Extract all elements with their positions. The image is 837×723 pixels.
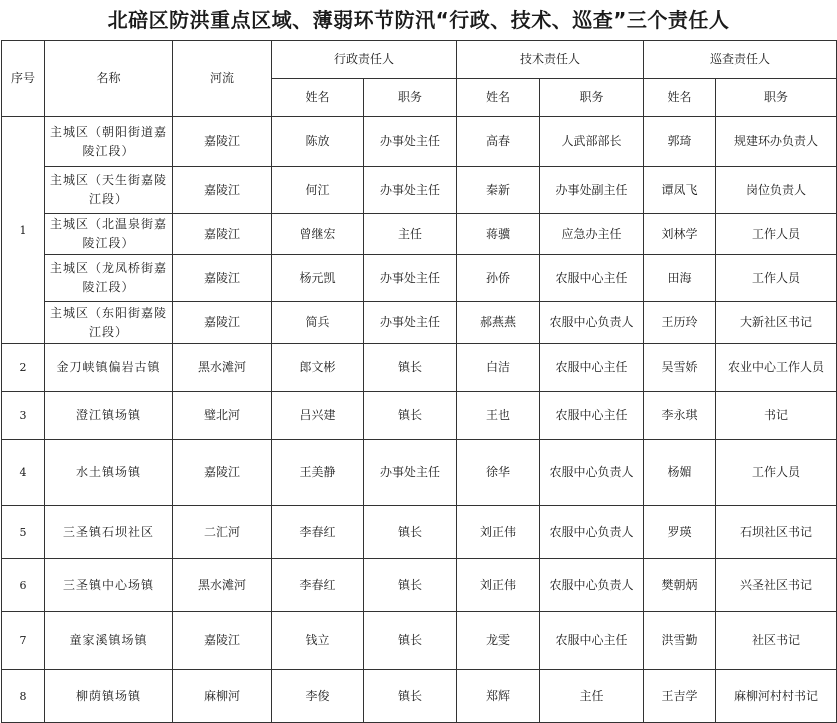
river-cell: 嘉陵江 bbox=[173, 302, 272, 344]
seq-cell: 2 bbox=[2, 344, 45, 392]
table-row bbox=[2, 612, 837, 670]
admin-position-cell: 主任 bbox=[364, 214, 457, 255]
table-row bbox=[2, 167, 837, 214]
header-admin-position: 职务 bbox=[364, 79, 457, 117]
table-row bbox=[2, 214, 837, 255]
header-admin-person: 姓名 bbox=[272, 79, 364, 117]
tech-position-cell: 农服中心负责人 bbox=[540, 506, 644, 559]
patrol-position-cell: 岗位负责人 bbox=[716, 167, 837, 214]
tech-name-cell: 孙侨 bbox=[457, 255, 540, 302]
admin-name-cell: 杨元凯 bbox=[272, 255, 364, 302]
tech-position-cell: 农服中心主任 bbox=[540, 344, 644, 392]
patrol-position-cell: 农业中心工作人员 bbox=[716, 344, 837, 392]
seq-cell: 5 bbox=[2, 506, 45, 559]
tech-name-cell: 郑辉 bbox=[457, 670, 540, 723]
tech-position-cell: 农服中心负责人 bbox=[540, 440, 644, 506]
document-title: 北碚区防洪重点区域、薄弱环节防汛“行政、技术、巡查”三个责任人 bbox=[107, 8, 730, 32]
header-patrol-person: 姓名 bbox=[644, 79, 716, 117]
seq-cell: 6 bbox=[2, 559, 45, 612]
admin-position-cell: 镇长 bbox=[364, 344, 457, 392]
patrol-name-cell: 李永琪 bbox=[644, 392, 716, 440]
river-cell: 黑水滩河 bbox=[173, 559, 272, 612]
header-patrol-position: 职务 bbox=[716, 79, 837, 117]
admin-position-cell: 办事处主任 bbox=[364, 167, 457, 214]
tech-position-cell: 人武部部长 bbox=[540, 117, 644, 167]
header-tech-position: 职务 bbox=[540, 79, 644, 117]
river-cell: 嘉陵江 bbox=[173, 214, 272, 255]
name-cell: 主城区（北温泉街嘉陵江段） bbox=[45, 214, 173, 255]
patrol-position-cell: 工作人员 bbox=[716, 440, 837, 506]
name-cell: 主城区（东阳街嘉陵江段） bbox=[45, 302, 173, 344]
responsibility-table bbox=[1, 40, 837, 723]
admin-position-cell: 镇长 bbox=[364, 506, 457, 559]
patrol-name-cell: 王吉学 bbox=[644, 670, 716, 723]
patrol-name-cell: 田海 bbox=[644, 255, 716, 302]
patrol-position-cell: 规建环办负责人 bbox=[716, 117, 837, 167]
name-cell: 三圣镇中心场镇 bbox=[45, 559, 173, 612]
header-row-1 bbox=[2, 41, 837, 79]
tech-name-cell: 秦新 bbox=[457, 167, 540, 214]
tech-position-cell: 农服中心负责人 bbox=[540, 559, 644, 612]
seq-cell: 7 bbox=[2, 612, 45, 670]
admin-position-cell: 办事处主任 bbox=[364, 117, 457, 167]
patrol-name-cell: 吴雪娇 bbox=[644, 344, 716, 392]
admin-name-cell: 吕兴建 bbox=[272, 392, 364, 440]
admin-position-cell: 镇长 bbox=[364, 670, 457, 723]
patrol-position-cell: 工作人员 bbox=[716, 214, 837, 255]
river-cell: 嘉陵江 bbox=[173, 167, 272, 214]
river-cell: 嘉陵江 bbox=[173, 255, 272, 302]
tech-name-cell: 刘正伟 bbox=[457, 506, 540, 559]
patrol-position-cell: 大新社区书记 bbox=[716, 302, 837, 344]
tech-position-cell: 主任 bbox=[540, 670, 644, 723]
tech-position-cell: 农服中心主任 bbox=[540, 392, 644, 440]
table-row bbox=[2, 344, 837, 392]
river-cell: 嘉陵江 bbox=[173, 117, 272, 167]
patrol-name-cell: 刘林学 bbox=[644, 214, 716, 255]
tech-name-cell: 王也 bbox=[457, 392, 540, 440]
name-cell: 柳荫镇场镇 bbox=[45, 670, 173, 723]
patrol-position-cell: 兴圣社区书记 bbox=[716, 559, 837, 612]
patrol-position-cell: 社区书记 bbox=[716, 612, 837, 670]
header-river: 河流 bbox=[173, 41, 272, 117]
patrol-position-cell: 石坝社区书记 bbox=[716, 506, 837, 559]
admin-position-cell: 办事处主任 bbox=[364, 302, 457, 344]
admin-name-cell: 李春红 bbox=[272, 559, 364, 612]
admin-position-cell: 办事处主任 bbox=[364, 255, 457, 302]
table-row bbox=[2, 506, 837, 559]
name-cell: 主城区（龙凤桥街嘉陵江段） bbox=[45, 255, 173, 302]
seq-cell: 8 bbox=[2, 670, 45, 723]
admin-position-cell: 办事处主任 bbox=[364, 440, 457, 506]
header-name: 名称 bbox=[45, 41, 173, 117]
seq-cell: 4 bbox=[2, 440, 45, 506]
patrol-position-cell: 工作人员 bbox=[716, 255, 837, 302]
admin-name-cell: 钱立 bbox=[272, 612, 364, 670]
patrol-name-cell: 谭凤飞 bbox=[644, 167, 716, 214]
header-patrol: 巡查责任人 bbox=[644, 41, 837, 79]
tech-position-cell: 应急办主任 bbox=[540, 214, 644, 255]
tech-position-cell: 办事处副主任 bbox=[540, 167, 644, 214]
admin-name-cell: 何江 bbox=[272, 167, 364, 214]
table-row bbox=[2, 392, 837, 440]
table-row bbox=[2, 440, 837, 506]
river-cell: 二汇河 bbox=[173, 506, 272, 559]
tech-name-cell: 白洁 bbox=[457, 344, 540, 392]
tech-position-cell: 农服中心负责人 bbox=[540, 302, 644, 344]
admin-name-cell: 李春红 bbox=[272, 506, 364, 559]
patrol-name-cell: 罗瑛 bbox=[644, 506, 716, 559]
seq-cell: 1 bbox=[2, 117, 45, 344]
river-cell: 嘉陵江 bbox=[173, 440, 272, 506]
patrol-name-cell: 樊朝炳 bbox=[644, 559, 716, 612]
table-row bbox=[2, 670, 837, 723]
header-tech: 技术责任人 bbox=[457, 41, 644, 79]
admin-name-cell: 陈放 bbox=[272, 117, 364, 167]
admin-position-cell: 镇长 bbox=[364, 392, 457, 440]
river-cell: 黑水滩河 bbox=[173, 344, 272, 392]
header-admin: 行政责任人 bbox=[272, 41, 457, 79]
river-cell: 嘉陵江 bbox=[173, 612, 272, 670]
admin-name-cell: 李俊 bbox=[272, 670, 364, 723]
patrol-name-cell: 王历玲 bbox=[644, 302, 716, 344]
tech-name-cell: 龙雯 bbox=[457, 612, 540, 670]
admin-position-cell: 镇长 bbox=[364, 559, 457, 612]
patrol-name-cell: 郭琦 bbox=[644, 117, 716, 167]
tech-position-cell: 农服中心主任 bbox=[540, 255, 644, 302]
header-seq: 序号 bbox=[2, 41, 45, 117]
tech-name-cell: 刘正伟 bbox=[457, 559, 540, 612]
tech-name-cell: 郝燕燕 bbox=[457, 302, 540, 344]
name-cell: 澄江镇场镇 bbox=[45, 392, 173, 440]
table-row bbox=[2, 117, 837, 167]
name-cell: 主城区（天生街嘉陵江段） bbox=[45, 167, 173, 214]
admin-position-cell: 镇长 bbox=[364, 612, 457, 670]
patrol-name-cell: 杨媚 bbox=[644, 440, 716, 506]
name-cell: 童家溪镇场镇 bbox=[45, 612, 173, 670]
patrol-name-cell: 洪雪勤 bbox=[644, 612, 716, 670]
table-row bbox=[2, 302, 837, 344]
name-cell: 金刀峡镇偏岩古镇 bbox=[45, 344, 173, 392]
seq-cell: 3 bbox=[2, 392, 45, 440]
name-cell: 水土镇场镇 bbox=[45, 440, 173, 506]
river-cell: 璧北河 bbox=[173, 392, 272, 440]
patrol-position-cell: 书记 bbox=[716, 392, 837, 440]
tech-name-cell: 高春 bbox=[457, 117, 540, 167]
patrol-position-cell: 麻柳河村村书记 bbox=[716, 670, 837, 723]
river-cell: 麻柳河 bbox=[173, 670, 272, 723]
tech-position-cell: 农服中心主任 bbox=[540, 612, 644, 670]
table-row bbox=[2, 559, 837, 612]
admin-name-cell: 简兵 bbox=[272, 302, 364, 344]
table-row bbox=[2, 255, 837, 302]
admin-name-cell: 曾继宏 bbox=[272, 214, 364, 255]
table-body bbox=[2, 117, 837, 723]
header-tech-person: 姓名 bbox=[457, 79, 540, 117]
name-cell: 主城区（朝阳街道嘉陵江段） bbox=[45, 117, 173, 167]
tech-name-cell: 蒋骥 bbox=[457, 214, 540, 255]
admin-name-cell: 郎文彬 bbox=[272, 344, 364, 392]
tech-name-cell: 徐华 bbox=[457, 440, 540, 506]
name-cell: 三圣镇石坝社区 bbox=[45, 506, 173, 559]
admin-name-cell: 王美静 bbox=[272, 440, 364, 506]
